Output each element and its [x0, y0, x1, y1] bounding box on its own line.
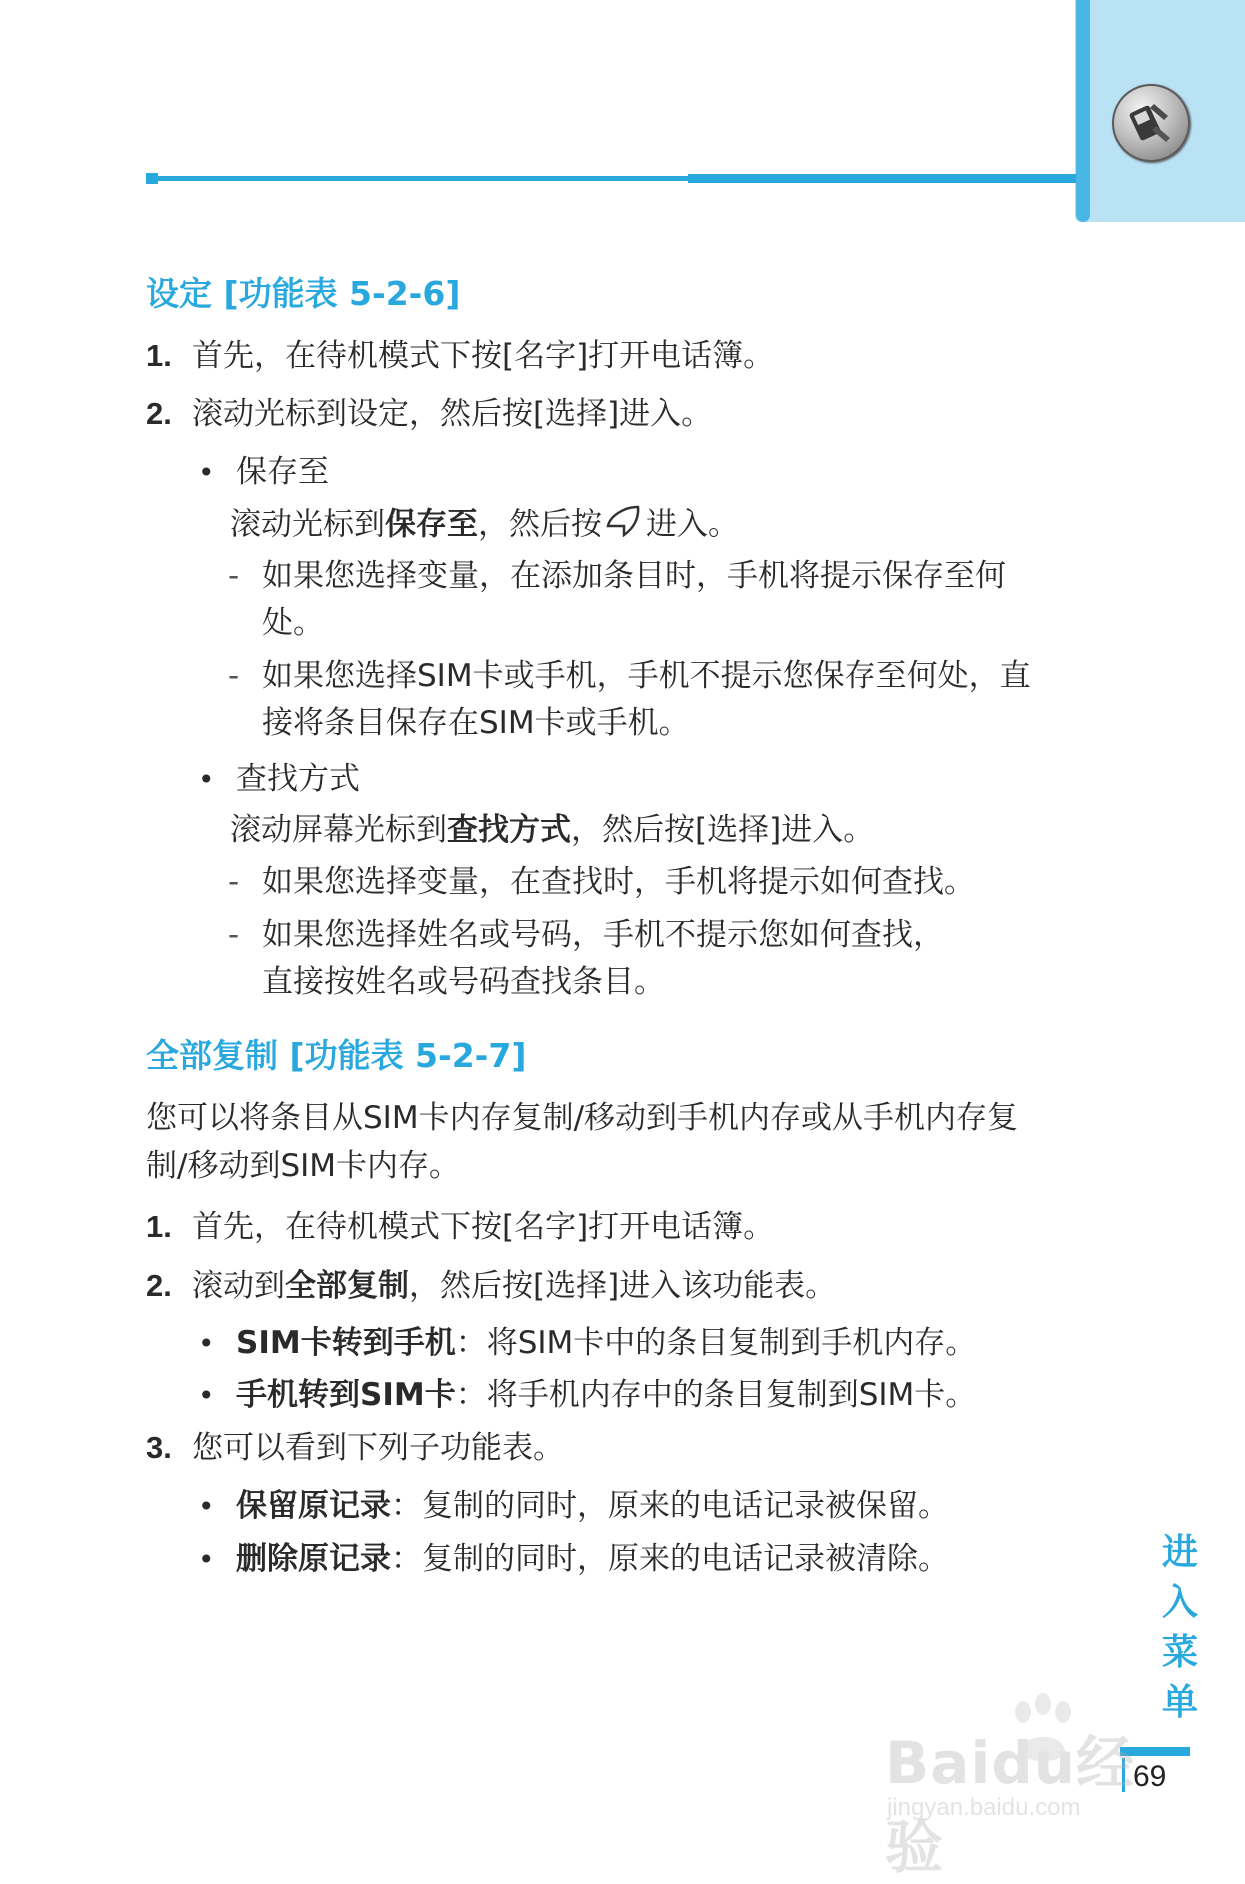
- step-1: [146, 336, 774, 376]
- desc-text: ，然后按: [478, 506, 602, 543]
- save-to-note-2-cont: 接将条目保存在SIM卡或手机。: [262, 705, 690, 741]
- side-char: 进: [1161, 1532, 1198, 1573]
- bullet-mark: •: [198, 1379, 215, 1412]
- dash-mark: -: [228, 864, 240, 900]
- bullet-label: 保存至: [236, 454, 329, 490]
- step-text: 首先，在待机模式下按[名字]打开电话簿。: [192, 1209, 775, 1245]
- page-number: 69: [1133, 1760, 1167, 1793]
- note-text: 如果您选择姓名或号码，手机不提示您如何查找，: [262, 917, 944, 953]
- step-number: 1.: [146, 1209, 172, 1244]
- watermark-url: jingyan.baidu.com: [887, 1794, 1081, 1821]
- desc-bold: 保存至: [385, 506, 478, 543]
- step-text: ，然后按[选择]进入该功能表。: [409, 1268, 837, 1304]
- side-char: 单: [1161, 1682, 1198, 1723]
- phone-tools-icon: [1112, 84, 1190, 162]
- desc-text: 滚动光标到: [230, 506, 385, 543]
- bullet-mark: •: [198, 456, 215, 489]
- step-text: 您可以看到下列子功能表。: [192, 1430, 564, 1466]
- section-title-copy-all: 全部复制 [功能表 5-2-7]: [146, 1036, 527, 1075]
- step-2: [146, 394, 712, 434]
- save-to-note-1-cont: 处。: [262, 605, 324, 641]
- bullet-label: 保留原记录: [236, 1488, 391, 1524]
- bullet-phone-to-sim: [198, 1375, 976, 1416]
- bullet-mark: •: [198, 1327, 215, 1360]
- search-note-1: [228, 862, 975, 902]
- watermark-text: Baidu经验: [885, 1729, 1136, 1881]
- step-text: 滚动光标到设定，然后按[选择]进入。: [192, 396, 713, 432]
- step-text: 首先，在待机模式下按[名字]打开电话簿。: [192, 338, 775, 374]
- search-note-2: [228, 915, 944, 955]
- save-to-note-2: [228, 656, 1031, 696]
- copy-step-3: [146, 1428, 564, 1468]
- dash-mark: -: [228, 917, 240, 953]
- bullet-label: SIM卡转到手机: [236, 1325, 456, 1361]
- tab-edge: [1076, 0, 1090, 222]
- bullet-search-mode: [198, 759, 360, 800]
- step-number: 2.: [146, 1268, 172, 1303]
- step-number: 1.: [146, 338, 172, 373]
- step-text: 滚动到: [192, 1268, 285, 1304]
- copy-intro-line-2: 制/移动到SIM卡内存。: [146, 1148, 461, 1184]
- dash-mark: -: [228, 658, 240, 694]
- save-to-note-1: [228, 556, 1006, 596]
- side-char: 菜: [1161, 1632, 1198, 1673]
- bullet-mark: •: [198, 763, 215, 796]
- header-rule-thick: [688, 174, 1076, 183]
- bullet-label: 手机转到SIM卡: [236, 1377, 456, 1413]
- bullet-label: 查找方式: [236, 761, 360, 797]
- bullet-text: ：复制的同时，原来的电话记录被保留。: [391, 1488, 949, 1524]
- section-title-settings: 设定 [功能表 5-2-6]: [146, 274, 461, 313]
- desc-text: 滚动屏幕光标到: [230, 812, 447, 848]
- bullet-label: 删除原记录: [236, 1541, 391, 1577]
- bullet-keep-original: [198, 1486, 949, 1527]
- save-to-desc: [230, 504, 739, 548]
- note-text: 如果您选择变量，在添加条目时，手机将提示保存至何: [262, 558, 1006, 594]
- desc-text: ，然后按[选择]进入。: [571, 812, 875, 848]
- copy-step-1: [146, 1207, 774, 1247]
- soft-key-icon: [604, 504, 644, 548]
- bullet-mark: •: [198, 1490, 215, 1523]
- dash-mark: -: [228, 558, 240, 594]
- desc-text: 进入。: [646, 506, 739, 543]
- note-text: 如果您选择变量，在查找时，手机将提示如何查找。: [262, 864, 975, 900]
- step-bold: 全部复制: [285, 1268, 409, 1304]
- step-number: 3.: [146, 1430, 172, 1465]
- copy-intro-line-1: 您可以将条目从SIM卡内存复制/移动到手机内存或从手机内存复: [146, 1100, 1019, 1136]
- note-text: 如果您选择SIM卡或手机，手机不提示您保存至何处，直: [262, 658, 1031, 694]
- side-char: 入: [1161, 1582, 1198, 1623]
- bullet-mark: •: [198, 1543, 215, 1576]
- copy-step-2: [146, 1266, 836, 1306]
- bullet-save-to: [198, 452, 329, 493]
- bullet-text: ：复制的同时，原来的电话记录被清除。: [391, 1541, 949, 1577]
- bullet-text: ：将SIM卡中的条目复制到手机内存。: [455, 1325, 977, 1361]
- baidu-watermark: [885, 1690, 1185, 1881]
- bullet-text: ：将手机内存中的条目复制到SIM卡。: [455, 1377, 977, 1413]
- desc-bold: 查找方式: [447, 812, 571, 848]
- header-rule: [146, 176, 688, 181]
- bullet-delete-original: [198, 1539, 949, 1580]
- bullet-sim-to-phone: [198, 1323, 976, 1364]
- search-desc: [230, 810, 874, 850]
- search-note-2-cont: 直接按姓名或号码查找条目。: [262, 964, 665, 1000]
- step-number: 2.: [146, 396, 172, 431]
